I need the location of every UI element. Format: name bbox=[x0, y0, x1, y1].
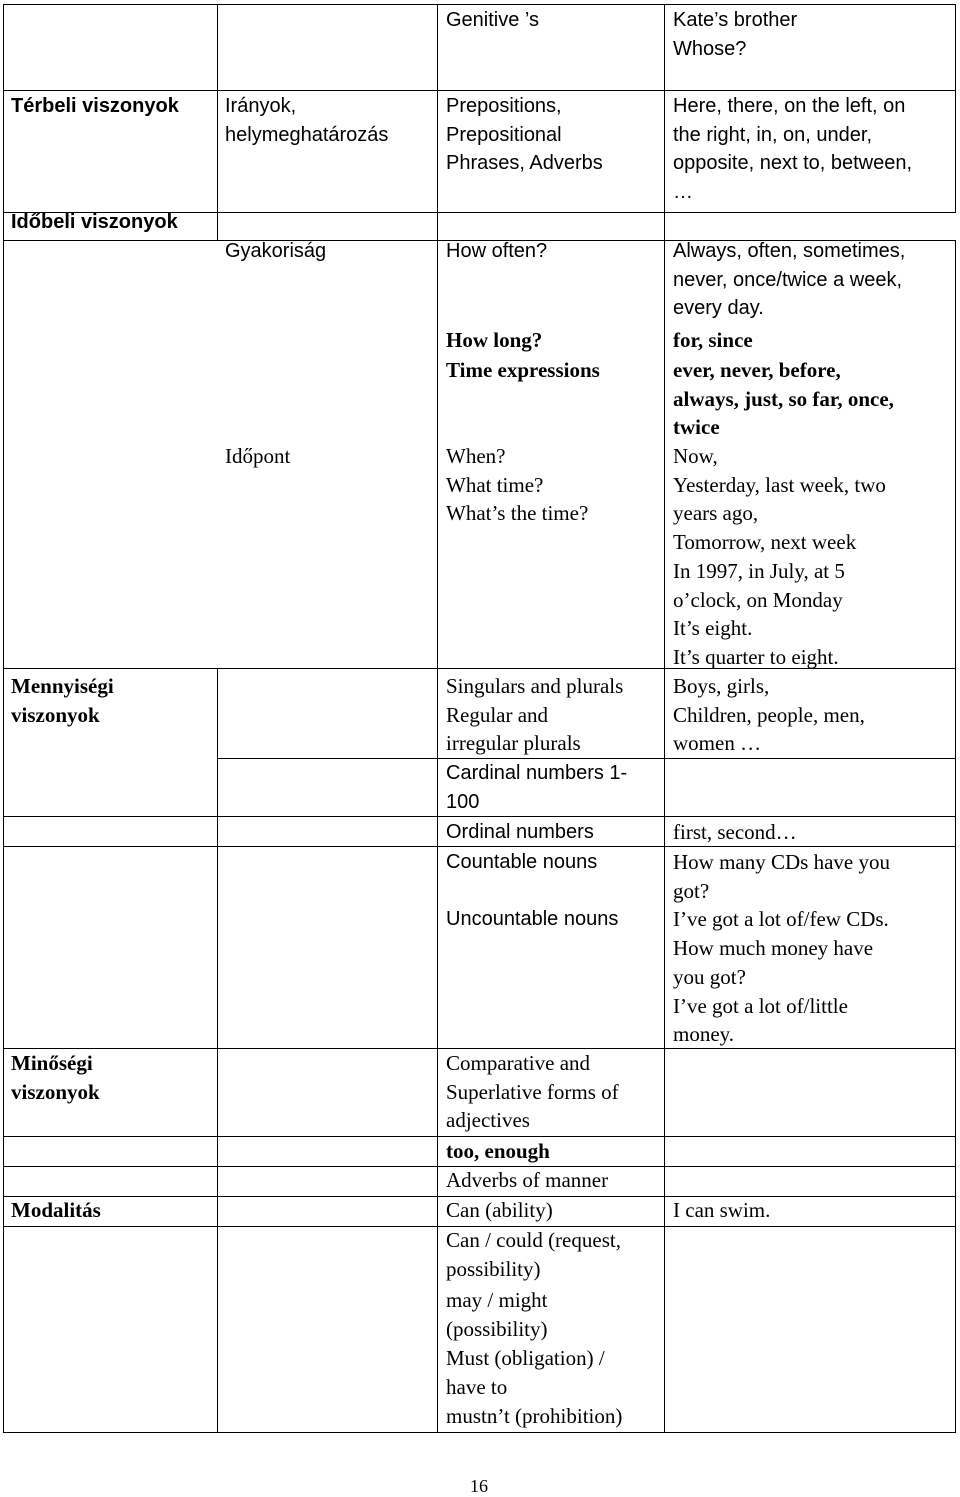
can-ability-grammar: Can (ability) bbox=[446, 1198, 553, 1222]
table-row-line bbox=[3, 90, 956, 91]
too-enough-grammar: too, enough bbox=[446, 1139, 550, 1163]
mustnt-grammar: mustn’t (prohibition) bbox=[446, 1404, 623, 1428]
plurals-grammar: Singulars and plurals Regular and irregular plurals bbox=[446, 674, 624, 756]
gyakorisag-grammar: How often? bbox=[446, 240, 548, 262]
can-could-grammar: Can / could (request, possibility) bbox=[446, 1228, 621, 1281]
category-minosegi: Minőségi viszonyok bbox=[11, 1051, 100, 1104]
idopont-grammar: When? What time? What’s the time? bbox=[446, 444, 589, 526]
subcategory-idopont: Időpont bbox=[225, 444, 291, 468]
terbeli-example: Here, there, on the left, on the right, in, on, under, opposite, next to, between, … bbox=[673, 95, 913, 204]
comparative-grammar: Comparative and Superlative forms of adjectives bbox=[446, 1051, 619, 1133]
must-grammar: Must (obligation) / have to bbox=[446, 1346, 605, 1399]
genitive-grammar: Genitive ’s bbox=[446, 9, 540, 31]
ordinal-example: first, second… bbox=[673, 820, 797, 844]
ordinal-grammar: Ordinal numbers bbox=[446, 821, 594, 843]
adverbs-manner-grammar: Adverbs of manner bbox=[446, 1168, 609, 1192]
page-number: 16 bbox=[470, 1476, 488, 1496]
table-border-left bbox=[3, 4, 4, 1432]
terbeli-grammar: Prepositions, Prepositional Phrases, Adverbs bbox=[446, 95, 603, 175]
idopont-example: Now, Yesterday, last week, two years ago, Tomorrow, next week In 1997, in July, at 5 o’clock, on Monday It’s eight. It’s quarter to eight. bbox=[673, 444, 886, 669]
table-border-right bbox=[955, 4, 956, 212]
table-col-divider-3 bbox=[664, 4, 665, 1432]
table-row-line bbox=[3, 4, 956, 5]
uncountable-grammar: Uncountable nouns bbox=[446, 908, 619, 930]
table-col-divider-1 bbox=[217, 668, 218, 1432]
table-col-divider-1 bbox=[217, 4, 218, 240]
countable-example: How many CDs have you got? I’ve got a lot of/few CDs. How much money have you got? I’ve got a lot of/little money. bbox=[673, 850, 890, 1047]
countable-grammar: Countable nouns bbox=[446, 851, 598, 873]
category-modalitas: Modalitás bbox=[11, 1198, 101, 1222]
time-expressions-grammar: Time expressions bbox=[446, 358, 600, 382]
category-terbeli: Térbeli viszonyok bbox=[11, 95, 179, 117]
subcategory-gyakorisag: Gyakoriság bbox=[225, 240, 327, 262]
plurals-example: Boys, girls, Children, people, men, women … bbox=[673, 674, 865, 756]
time-expressions-example: ever, never, before, always, just, so far, once, twice bbox=[673, 358, 894, 440]
table-col-divider-2 bbox=[437, 4, 438, 1432]
category-mennyisegi: Mennyiségi viszonyok bbox=[11, 674, 114, 727]
gyakorisag-example: Always, often, sometimes, never, once/twice a week, every day. bbox=[673, 240, 906, 320]
table-border-right bbox=[955, 240, 956, 1432]
table-row-line bbox=[3, 1432, 956, 1433]
genitive-example: Kate’s brother Whose? bbox=[673, 9, 798, 60]
how-long-grammar: How long? bbox=[446, 328, 543, 352]
how-long-example: for, since bbox=[673, 328, 753, 352]
can-ability-example: I can swim. bbox=[673, 1198, 771, 1222]
subcategory-iranyok: Irányok, helymeghatározás bbox=[225, 95, 389, 146]
may-might-grammar: may / might (possibility) bbox=[446, 1288, 548, 1341]
category-idobeli: Időbeli viszonyok bbox=[11, 211, 178, 233]
cardinal-grammar: Cardinal numbers 1- 100 bbox=[446, 762, 628, 813]
